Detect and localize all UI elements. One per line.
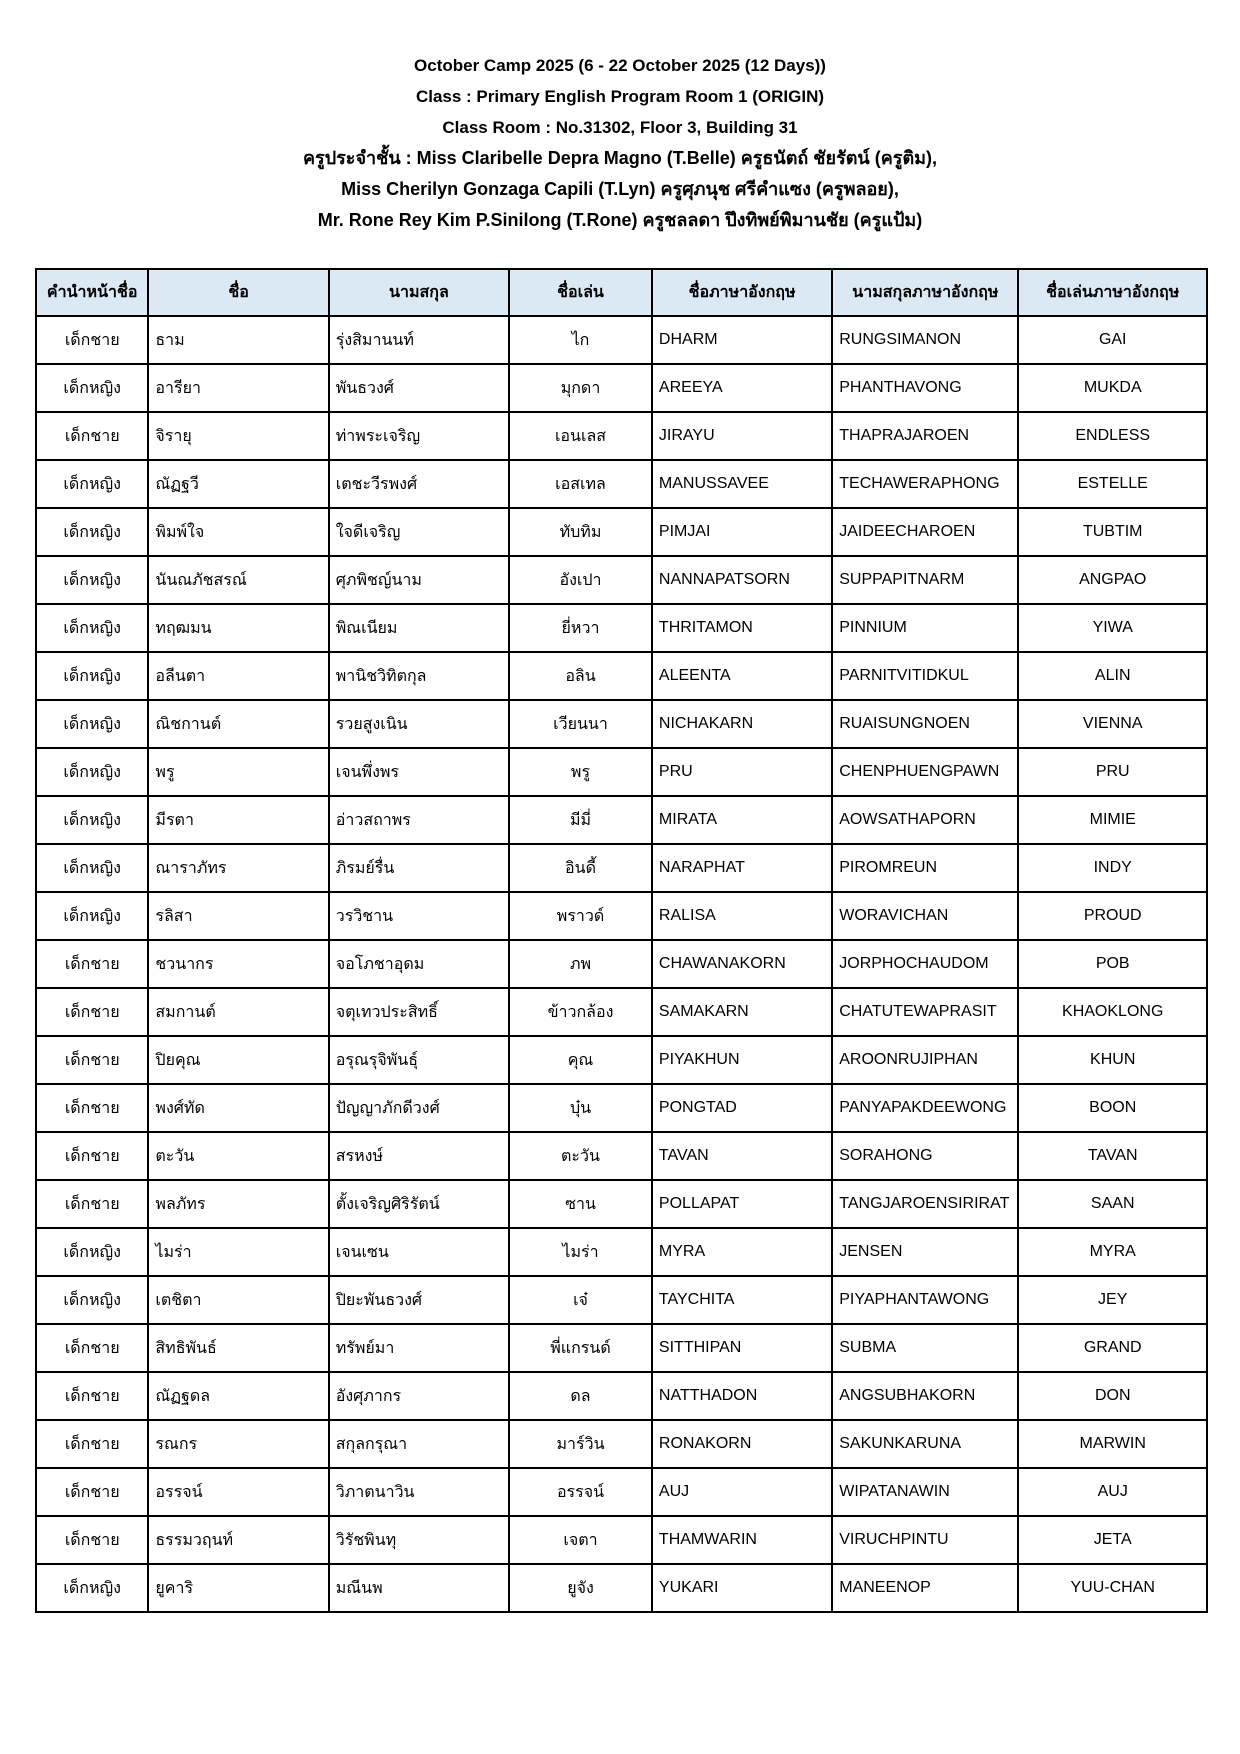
cell-nickname-thai: เจตา: [509, 1516, 652, 1564]
cell-nickname-thai: ยี่หวา: [509, 604, 652, 652]
cell-last-name-thai: ภิรมย์รื่น: [329, 844, 509, 892]
table-row: [36, 1084, 1207, 1132]
cell-title-prefix: เด็กหญิง: [36, 892, 148, 940]
cell-last-name-thai: พิณเนียม: [329, 604, 509, 652]
col-last-name-english: นามสกุลภาษาอังกฤษ: [832, 269, 1018, 316]
cell-last-name-thai: มณีนพ: [329, 1564, 509, 1612]
cell-nickname-thai: บุ๋น: [509, 1084, 652, 1132]
cell-title-prefix: เด็กหญิง: [36, 556, 148, 604]
cell-nickname-english: MARWIN: [1018, 1420, 1207, 1468]
table-row: [36, 1228, 1207, 1276]
cell-nickname-english: SAAN: [1018, 1180, 1207, 1228]
cell-first-name-english: NARAPHAT: [652, 844, 832, 892]
cell-nickname-english: VIENNA: [1018, 700, 1207, 748]
table-row: [36, 1180, 1207, 1228]
cell-nickname-thai: พี่แกรนด์: [509, 1324, 652, 1372]
table-row: [36, 1564, 1207, 1612]
cell-first-name-english: JIRAYU: [652, 412, 832, 460]
cell-title-prefix: เด็กหญิง: [36, 652, 148, 700]
cell-last-name-thai: ใจดีเจริญ: [329, 508, 509, 556]
cell-title-prefix: เด็กชาย: [36, 316, 148, 364]
table-row: [36, 412, 1207, 460]
cell-last-name-english: AROONRUJIPHAN: [832, 1036, 1018, 1084]
cell-last-name-thai: ศุภพิชญ์นาม: [329, 556, 509, 604]
cell-first-name-thai: ปิยคุณ: [148, 1036, 328, 1084]
cell-first-name-thai: ณัฏฐวี: [148, 460, 328, 508]
cell-last-name-english: PANYAPAKDEEWONG: [832, 1084, 1018, 1132]
cell-last-name-thai: พานิชวิทิตกุล: [329, 652, 509, 700]
cell-first-name-thai: ณัฏฐดล: [148, 1372, 328, 1420]
cell-title-prefix: เด็กหญิง: [36, 796, 148, 844]
cell-first-name-thai: ชวนากร: [148, 940, 328, 988]
table-header-row: [36, 269, 1207, 316]
cell-first-name-thai: ไมร่า: [148, 1228, 328, 1276]
cell-first-name-english: NICHAKARN: [652, 700, 832, 748]
table-row: [36, 844, 1207, 892]
cell-first-name-english: ALEENTA: [652, 652, 832, 700]
cell-title-prefix: เด็กหญิง: [36, 1228, 148, 1276]
cell-title-prefix: เด็กชาย: [36, 1180, 148, 1228]
cell-first-name-thai: จิรายุ: [148, 412, 328, 460]
cell-nickname-thai: อินดี้: [509, 844, 652, 892]
cell-nickname-english: GAI: [1018, 316, 1207, 364]
table-row: [36, 604, 1207, 652]
cell-nickname-thai: ตะวัน: [509, 1132, 652, 1180]
cell-nickname-english: JEY: [1018, 1276, 1207, 1324]
cell-title-prefix: เด็กชาย: [36, 412, 148, 460]
cell-last-name-thai: เตชะวีรพงศ์: [329, 460, 509, 508]
table-row: [36, 1420, 1207, 1468]
cell-first-name-english: YUKARI: [652, 1564, 832, 1612]
cell-first-name-english: NATTHADON: [652, 1372, 832, 1420]
table-row: [36, 364, 1207, 412]
cell-last-name-english: JENSEN: [832, 1228, 1018, 1276]
cell-first-name-thai: ธาม: [148, 316, 328, 364]
cell-first-name-thai: อลีนตา: [148, 652, 328, 700]
cell-nickname-thai: เอสเทล: [509, 460, 652, 508]
cell-first-name-english: PRU: [652, 748, 832, 796]
cell-first-name-english: MANUSSAVEE: [652, 460, 832, 508]
cell-last-name-thai: จอโภชาอุดม: [329, 940, 509, 988]
cell-nickname-english: AUJ: [1018, 1468, 1207, 1516]
cell-last-name-english: WIPATANAWIN: [832, 1468, 1018, 1516]
cell-first-name-thai: พลภัทร: [148, 1180, 328, 1228]
cell-first-name-thai: นันณภัชสรณ์: [148, 556, 328, 604]
cell-nickname-thai: ข้าวกล้อง: [509, 988, 652, 1036]
cell-last-name-thai: สรหงษ์: [329, 1132, 509, 1180]
cell-nickname-english: TAVAN: [1018, 1132, 1207, 1180]
cell-last-name-english: SORAHONG: [832, 1132, 1018, 1180]
table-row: [36, 700, 1207, 748]
table-row: [36, 1468, 1207, 1516]
table-row: [36, 556, 1207, 604]
cell-last-name-thai: เจนเซน: [329, 1228, 509, 1276]
cell-nickname-english: JETA: [1018, 1516, 1207, 1564]
col-first-name-thai: ชื่อ: [148, 269, 328, 316]
cell-first-name-thai: เตชิตา: [148, 1276, 328, 1324]
table-row: [36, 1276, 1207, 1324]
cell-last-name-english: TECHAWERAPHONG: [832, 460, 1018, 508]
cell-nickname-english: ANGPAO: [1018, 556, 1207, 604]
homeroom-teachers-line-1: ครูประจำชั้น : Miss Claribelle Depra Magno (T.Belle) ครูธนัตถ์ ชัยรัตน์ (ครูติม),: [303, 148, 937, 168]
table-row: [36, 796, 1207, 844]
cell-nickname-english: KHUN: [1018, 1036, 1207, 1084]
cell-first-name-english: AUJ: [652, 1468, 832, 1516]
cell-first-name-thai: สิทธิพันธ์: [148, 1324, 328, 1372]
cell-nickname-english: TUBTIM: [1018, 508, 1207, 556]
cell-title-prefix: เด็กชาย: [36, 988, 148, 1036]
cell-nickname-thai: ยูจัง: [509, 1564, 652, 1612]
class-name-line: Class : Primary English Program Room 1 (ORIGIN): [415, 87, 825, 106]
cell-last-name-thai: ท่าพระเจริญ: [329, 412, 509, 460]
camp-title: October Camp 2025 (6 - 22 October 2025 (12 Days)): [414, 56, 826, 75]
table-row: [36, 1324, 1207, 1372]
cell-nickname-thai: ไมร่า: [509, 1228, 652, 1276]
cell-title-prefix: เด็กชาย: [36, 1036, 148, 1084]
cell-nickname-english: MYRA: [1018, 1228, 1207, 1276]
cell-last-name-thai: วรวิชาน: [329, 892, 509, 940]
cell-last-name-thai: ปัญญาภักดีวงศ์: [329, 1084, 509, 1132]
cell-last-name-thai: ทรัพย์มา: [329, 1324, 509, 1372]
cell-last-name-english: JAIDEECHAROEN: [832, 508, 1018, 556]
cell-first-name-english: PIMJAI: [652, 508, 832, 556]
cell-first-name-english: SAMAKARN: [652, 988, 832, 1036]
cell-first-name-english: THRITAMON: [652, 604, 832, 652]
cell-first-name-english: NANNAPATSORN: [652, 556, 832, 604]
class-room-line: Class Room : No.31302, Floor 3, Building 31: [442, 118, 798, 137]
table-row: [36, 1516, 1207, 1564]
cell-last-name-thai: ตั้งเจริญศิริรัตน์: [329, 1180, 509, 1228]
cell-nickname-thai: พราวด์: [509, 892, 652, 940]
cell-nickname-thai: อรรจน์: [509, 1468, 652, 1516]
table-row: [36, 1132, 1207, 1180]
cell-last-name-english: PINNIUM: [832, 604, 1018, 652]
cell-nickname-english: DON: [1018, 1372, 1207, 1420]
cell-title-prefix: เด็กชาย: [36, 1084, 148, 1132]
table-row: [36, 940, 1207, 988]
cell-first-name-thai: ยูคาริ: [148, 1564, 328, 1612]
cell-title-prefix: เด็กชาย: [36, 1132, 148, 1180]
cell-first-name-thai: สมกานต์: [148, 988, 328, 1036]
cell-last-name-english: AOWSATHAPORN: [832, 796, 1018, 844]
cell-first-name-english: AREEYA: [652, 364, 832, 412]
cell-title-prefix: เด็กชาย: [36, 1324, 148, 1372]
cell-first-name-thai: ทฤฒมน: [148, 604, 328, 652]
cell-title-prefix: เด็กหญิง: [36, 844, 148, 892]
cell-nickname-thai: พรู: [509, 748, 652, 796]
cell-last-name-english: PIYAPHANTAWONG: [832, 1276, 1018, 1324]
cell-first-name-english: DHARM: [652, 316, 832, 364]
cell-last-name-english: MANEENOP: [832, 1564, 1018, 1612]
cell-last-name-english: SUBMA: [832, 1324, 1018, 1372]
table-row: [36, 460, 1207, 508]
col-nickname-english: ชื่อเล่นภาษาอังกฤษ: [1018, 269, 1207, 316]
cell-last-name-english: CHATUTEWAPRASIT: [832, 988, 1018, 1036]
cell-first-name-thai: มีรตา: [148, 796, 328, 844]
cell-nickname-english: YIWA: [1018, 604, 1207, 652]
cell-first-name-thai: อรรจน์: [148, 1468, 328, 1516]
cell-nickname-thai: มีมี่: [509, 796, 652, 844]
cell-first-name-english: RALISA: [652, 892, 832, 940]
cell-title-prefix: เด็กหญิง: [36, 604, 148, 652]
cell-nickname-english: PROUD: [1018, 892, 1207, 940]
cell-nickname-english: BOON: [1018, 1084, 1207, 1132]
cell-title-prefix: เด็กหญิง: [36, 508, 148, 556]
homeroom-teachers-line-3: Mr. Rone Rey Kim P.Sinilong (T.Rone) ครูชลลดา ปึงทิพย์พิมานชัย (ครูแป้ม): [317, 210, 923, 230]
cell-title-prefix: เด็กหญิง: [36, 460, 148, 508]
col-last-name-thai: นามสกุล: [329, 269, 509, 316]
cell-last-name-english: RUAISUNGNOEN: [832, 700, 1018, 748]
cell-first-name-english: TAVAN: [652, 1132, 832, 1180]
cell-nickname-thai: ไก: [509, 316, 652, 364]
cell-last-name-thai: รุ่งสิมานนท์: [329, 316, 509, 364]
cell-nickname-thai: ซาน: [509, 1180, 652, 1228]
cell-first-name-english: SITTHIPAN: [652, 1324, 832, 1372]
cell-last-name-english: SAKUNKARUNA: [832, 1420, 1018, 1468]
cell-first-name-english: POLLAPAT: [652, 1180, 832, 1228]
cell-title-prefix: เด็กชาย: [36, 1516, 148, 1564]
cell-last-name-thai: อังศุภากร: [329, 1372, 509, 1420]
cell-nickname-thai: มาร์วิน: [509, 1420, 652, 1468]
cell-first-name-thai: รณกร: [148, 1420, 328, 1468]
cell-nickname-english: PRU: [1018, 748, 1207, 796]
cell-nickname-thai: มุกดา: [509, 364, 652, 412]
cell-nickname-english: KHAOKLONG: [1018, 988, 1207, 1036]
cell-first-name-english: CHAWANAKORN: [652, 940, 832, 988]
cell-first-name-thai: พิมพ์ใจ: [148, 508, 328, 556]
cell-title-prefix: เด็กหญิง: [36, 748, 148, 796]
cell-first-name-english: PONGTAD: [652, 1084, 832, 1132]
cell-first-name-english: TAYCHITA: [652, 1276, 832, 1324]
cell-first-name-thai: ธรรมวฤนท์: [148, 1516, 328, 1564]
cell-nickname-thai: ทับทิม: [509, 508, 652, 556]
cell-nickname-thai: ดล: [509, 1372, 652, 1420]
cell-first-name-thai: พงศ์ทัด: [148, 1084, 328, 1132]
cell-last-name-english: CHENPHUENGPAWN: [832, 748, 1018, 796]
cell-nickname-english: ESTELLE: [1018, 460, 1207, 508]
table-row: [36, 892, 1207, 940]
table-row: [36, 1372, 1207, 1420]
cell-last-name-thai: จตุเทวประสิทธิ์: [329, 988, 509, 1036]
table-row: [36, 316, 1207, 364]
col-title-prefix: คำนำหน้าชื่อ: [36, 269, 148, 316]
cell-last-name-thai: ปิยะพันธวงศ์: [329, 1276, 509, 1324]
cell-title-prefix: เด็กชาย: [36, 1468, 148, 1516]
cell-first-name-thai: พรู: [148, 748, 328, 796]
cell-nickname-english: ENDLESS: [1018, 412, 1207, 460]
cell-nickname-thai: ภพ: [509, 940, 652, 988]
cell-title-prefix: เด็กหญิง: [36, 1276, 148, 1324]
table-row: [36, 508, 1207, 556]
cell-last-name-english: TANGJAROENSIRIRAT: [832, 1180, 1018, 1228]
col-first-name-english: ชื่อภาษาอังกฤษ: [652, 269, 832, 316]
cell-last-name-thai: รวยสูงเนิน: [329, 700, 509, 748]
cell-nickname-thai: เวียนนา: [509, 700, 652, 748]
cell-first-name-thai: รลิสา: [148, 892, 328, 940]
cell-last-name-english: RUNGSIMANON: [832, 316, 1018, 364]
cell-title-prefix: เด็กหญิง: [36, 1564, 148, 1612]
cell-last-name-english: PIROMREUN: [832, 844, 1018, 892]
cell-last-name-english: VIRUCHPINTU: [832, 1516, 1018, 1564]
table-row: [36, 1036, 1207, 1084]
cell-title-prefix: เด็กชาย: [36, 1372, 148, 1420]
cell-first-name-english: MYRA: [652, 1228, 832, 1276]
cell-nickname-thai: อังเปา: [509, 556, 652, 604]
cell-first-name-thai: อารียา: [148, 364, 328, 412]
cell-nickname-thai: เจ๋: [509, 1276, 652, 1324]
table-row: [36, 652, 1207, 700]
homeroom-teachers-line-2: Miss Cherilyn Gonzaga Capili (T.Lyn) ครูศุภนุช ศรีคำแซง (ครูพลอย),: [341, 179, 899, 199]
cell-last-name-thai: สกุลกรุณา: [329, 1420, 509, 1468]
cell-last-name-english: WORAVICHAN: [832, 892, 1018, 940]
cell-nickname-thai: อลิน: [509, 652, 652, 700]
cell-nickname-english: POB: [1018, 940, 1207, 988]
cell-last-name-thai: อ่าวสถาพร: [329, 796, 509, 844]
col-nickname-thai: ชื่อเล่น: [509, 269, 652, 316]
cell-nickname-english: MUKDA: [1018, 364, 1207, 412]
cell-nickname-english: YUU-CHAN: [1018, 1564, 1207, 1612]
cell-first-name-english: THAMWARIN: [652, 1516, 832, 1564]
cell-last-name-english: ANGSUBHAKORN: [832, 1372, 1018, 1420]
cell-title-prefix: เด็กหญิง: [36, 700, 148, 748]
cell-last-name-english: THAPRAJAROEN: [832, 412, 1018, 460]
cell-last-name-thai: วิรัชพินทุ: [329, 1516, 509, 1564]
cell-first-name-thai: ณิชกานต์: [148, 700, 328, 748]
cell-first-name-thai: ณาราภัทร: [148, 844, 328, 892]
cell-last-name-thai: เจนพึ่งพร: [329, 748, 509, 796]
table-row: [36, 748, 1207, 796]
cell-last-name-english: PARNITVITIDKUL: [832, 652, 1018, 700]
cell-first-name-english: MIRATA: [652, 796, 832, 844]
cell-last-name-thai: อรุณรุจิพันธุ์: [329, 1036, 509, 1084]
cell-last-name-english: JORPHOCHAUDOM: [832, 940, 1018, 988]
cell-first-name-thai: ตะวัน: [148, 1132, 328, 1180]
cell-nickname-english: INDY: [1018, 844, 1207, 892]
cell-nickname-thai: เอนเลส: [509, 412, 652, 460]
cell-last-name-thai: พันธวงศ์: [329, 364, 509, 412]
cell-nickname-english: ALIN: [1018, 652, 1207, 700]
document-header: [0, 50, 1240, 236]
student-roster-table: [35, 268, 1208, 1613]
cell-last-name-english: PHANTHAVONG: [832, 364, 1018, 412]
cell-title-prefix: เด็กชาย: [36, 1420, 148, 1468]
cell-nickname-thai: คุณ: [509, 1036, 652, 1084]
cell-nickname-english: MIMIE: [1018, 796, 1207, 844]
cell-title-prefix: เด็กหญิง: [36, 364, 148, 412]
table-row: [36, 988, 1207, 1036]
cell-title-prefix: เด็กชาย: [36, 940, 148, 988]
cell-first-name-english: RONAKORN: [652, 1420, 832, 1468]
cell-nickname-english: GRAND: [1018, 1324, 1207, 1372]
cell-last-name-thai: วิภาตนาวิน: [329, 1468, 509, 1516]
cell-first-name-english: PIYAKHUN: [652, 1036, 832, 1084]
cell-last-name-english: SUPPAPITNARM: [832, 556, 1018, 604]
